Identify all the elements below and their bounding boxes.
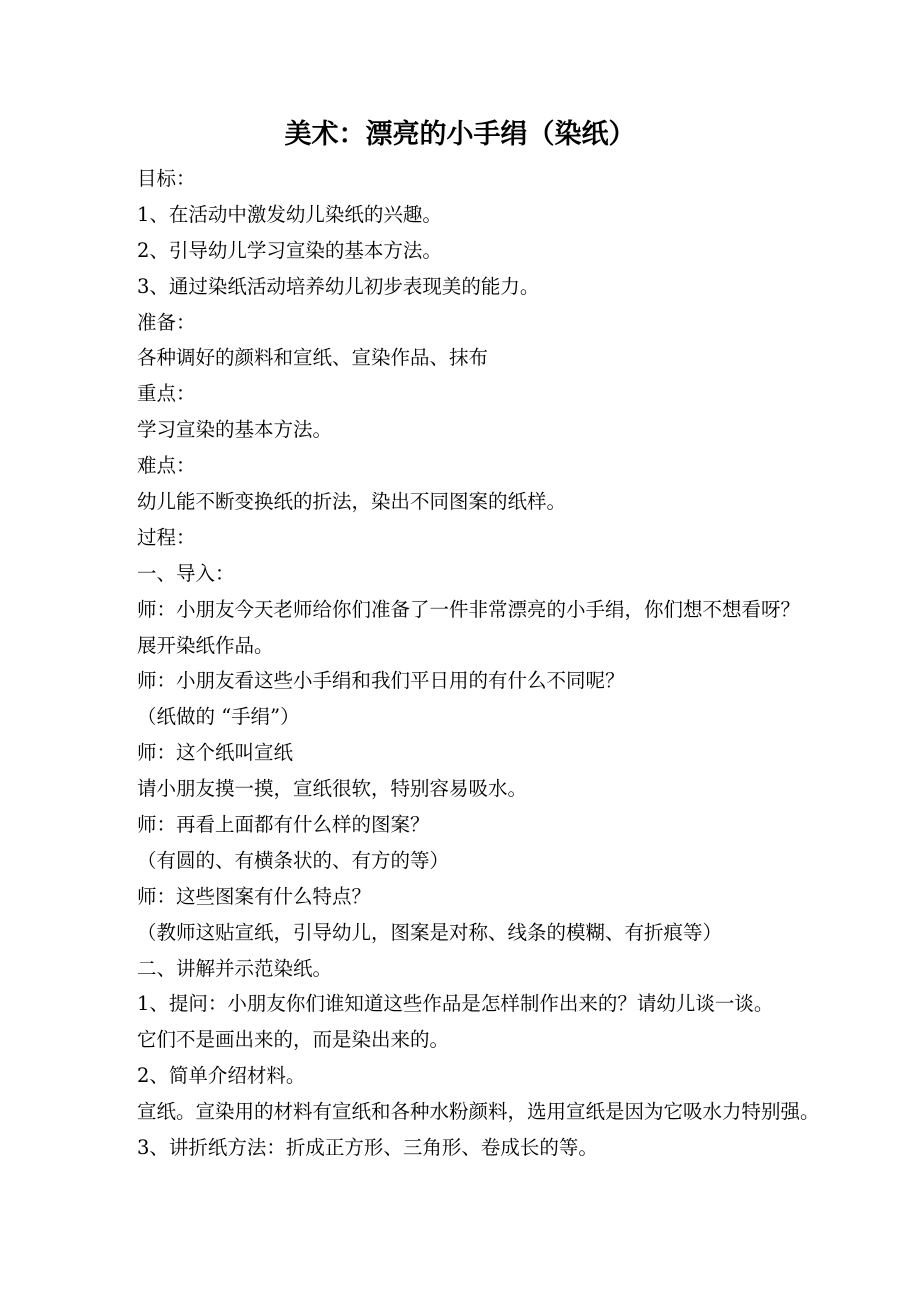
document-body [137, 161, 820, 1166]
paragraph-line: 一、导入： [137, 561, 235, 585]
paragraph-line: 展开染纸作品。 [137, 633, 274, 657]
paragraph-line: 1、在活动中激发幼儿染纸的兴趣。 [137, 202, 442, 226]
paragraph-line: （教师这贴宣纸，引导幼儿，图案是对称、线条的模糊、有折痕等） [137, 920, 723, 944]
paragraph-line: 目标： [137, 167, 196, 190]
paragraph-line: 请小朋友摸一摸，宣纸很软，特别容易吸水。 [137, 777, 528, 801]
paragraph-line: 难点： [137, 454, 196, 478]
paragraph-line: 学习宣染的基本方法。 [137, 418, 333, 442]
paragraph-line: （有圆的、有横条状的、有方的等） [137, 848, 450, 872]
paragraph-line: 3、讲折纸方法：折成正方形、三角形、卷成长的等。 [137, 1136, 598, 1160]
paragraph-line: 它们不是画出来的，而是染出来的。 [137, 1028, 450, 1052]
paragraph-line: 1、提问：小朋友你们谁知道这些作品是怎样制作出来的？请幼儿谈一谈。 [137, 992, 774, 1016]
paragraph-line: 2、简单介绍材料。 [137, 1064, 306, 1088]
document-title: 美术：漂亮的小手绢（染纸） [284, 119, 636, 150]
paragraph-line: 师：小朋友看这些小手绢和我们平日用的有什么不同呢？ [137, 669, 625, 693]
paragraph-line: 3、通过染纸活动培养幼儿初步表现美的能力。 [137, 274, 540, 298]
paragraph-line: （纸做的 “手绢”） [137, 705, 300, 729]
paragraph-line: 师：这些图案有什么特点？ [137, 884, 372, 908]
paragraph-line: 二、讲解并示范染纸。 [137, 956, 333, 980]
paragraph-line: 师：小朋友今天老师给你们准备了一件非常漂亮的小手绢，你们想不想看呀？ [137, 597, 801, 621]
paragraph-line: 宣纸。宣染用的材料有宣纸和各种水粉颜料，选用宣纸是因为它吸水力特别强。 [137, 1100, 820, 1124]
paragraph-line: 准备： [137, 310, 196, 334]
paragraph-line: 过程： [137, 525, 196, 549]
paragraph-line: 幼儿能不断变换纸的折法，染出不同图案的纸样。 [137, 490, 567, 514]
paragraph-line: 师：这个纸叫宣纸 [137, 741, 294, 765]
paragraph-line: 2、引导幼儿学习宣染的基本方法。 [137, 238, 442, 262]
paragraph-line: 师：再看上面都有什么样的图案？ [137, 813, 430, 837]
paragraph-line: 各种调好的颜料和宣纸、宣染作品、抹布 [137, 346, 489, 370]
paragraph-line: 重点： [137, 382, 196, 406]
